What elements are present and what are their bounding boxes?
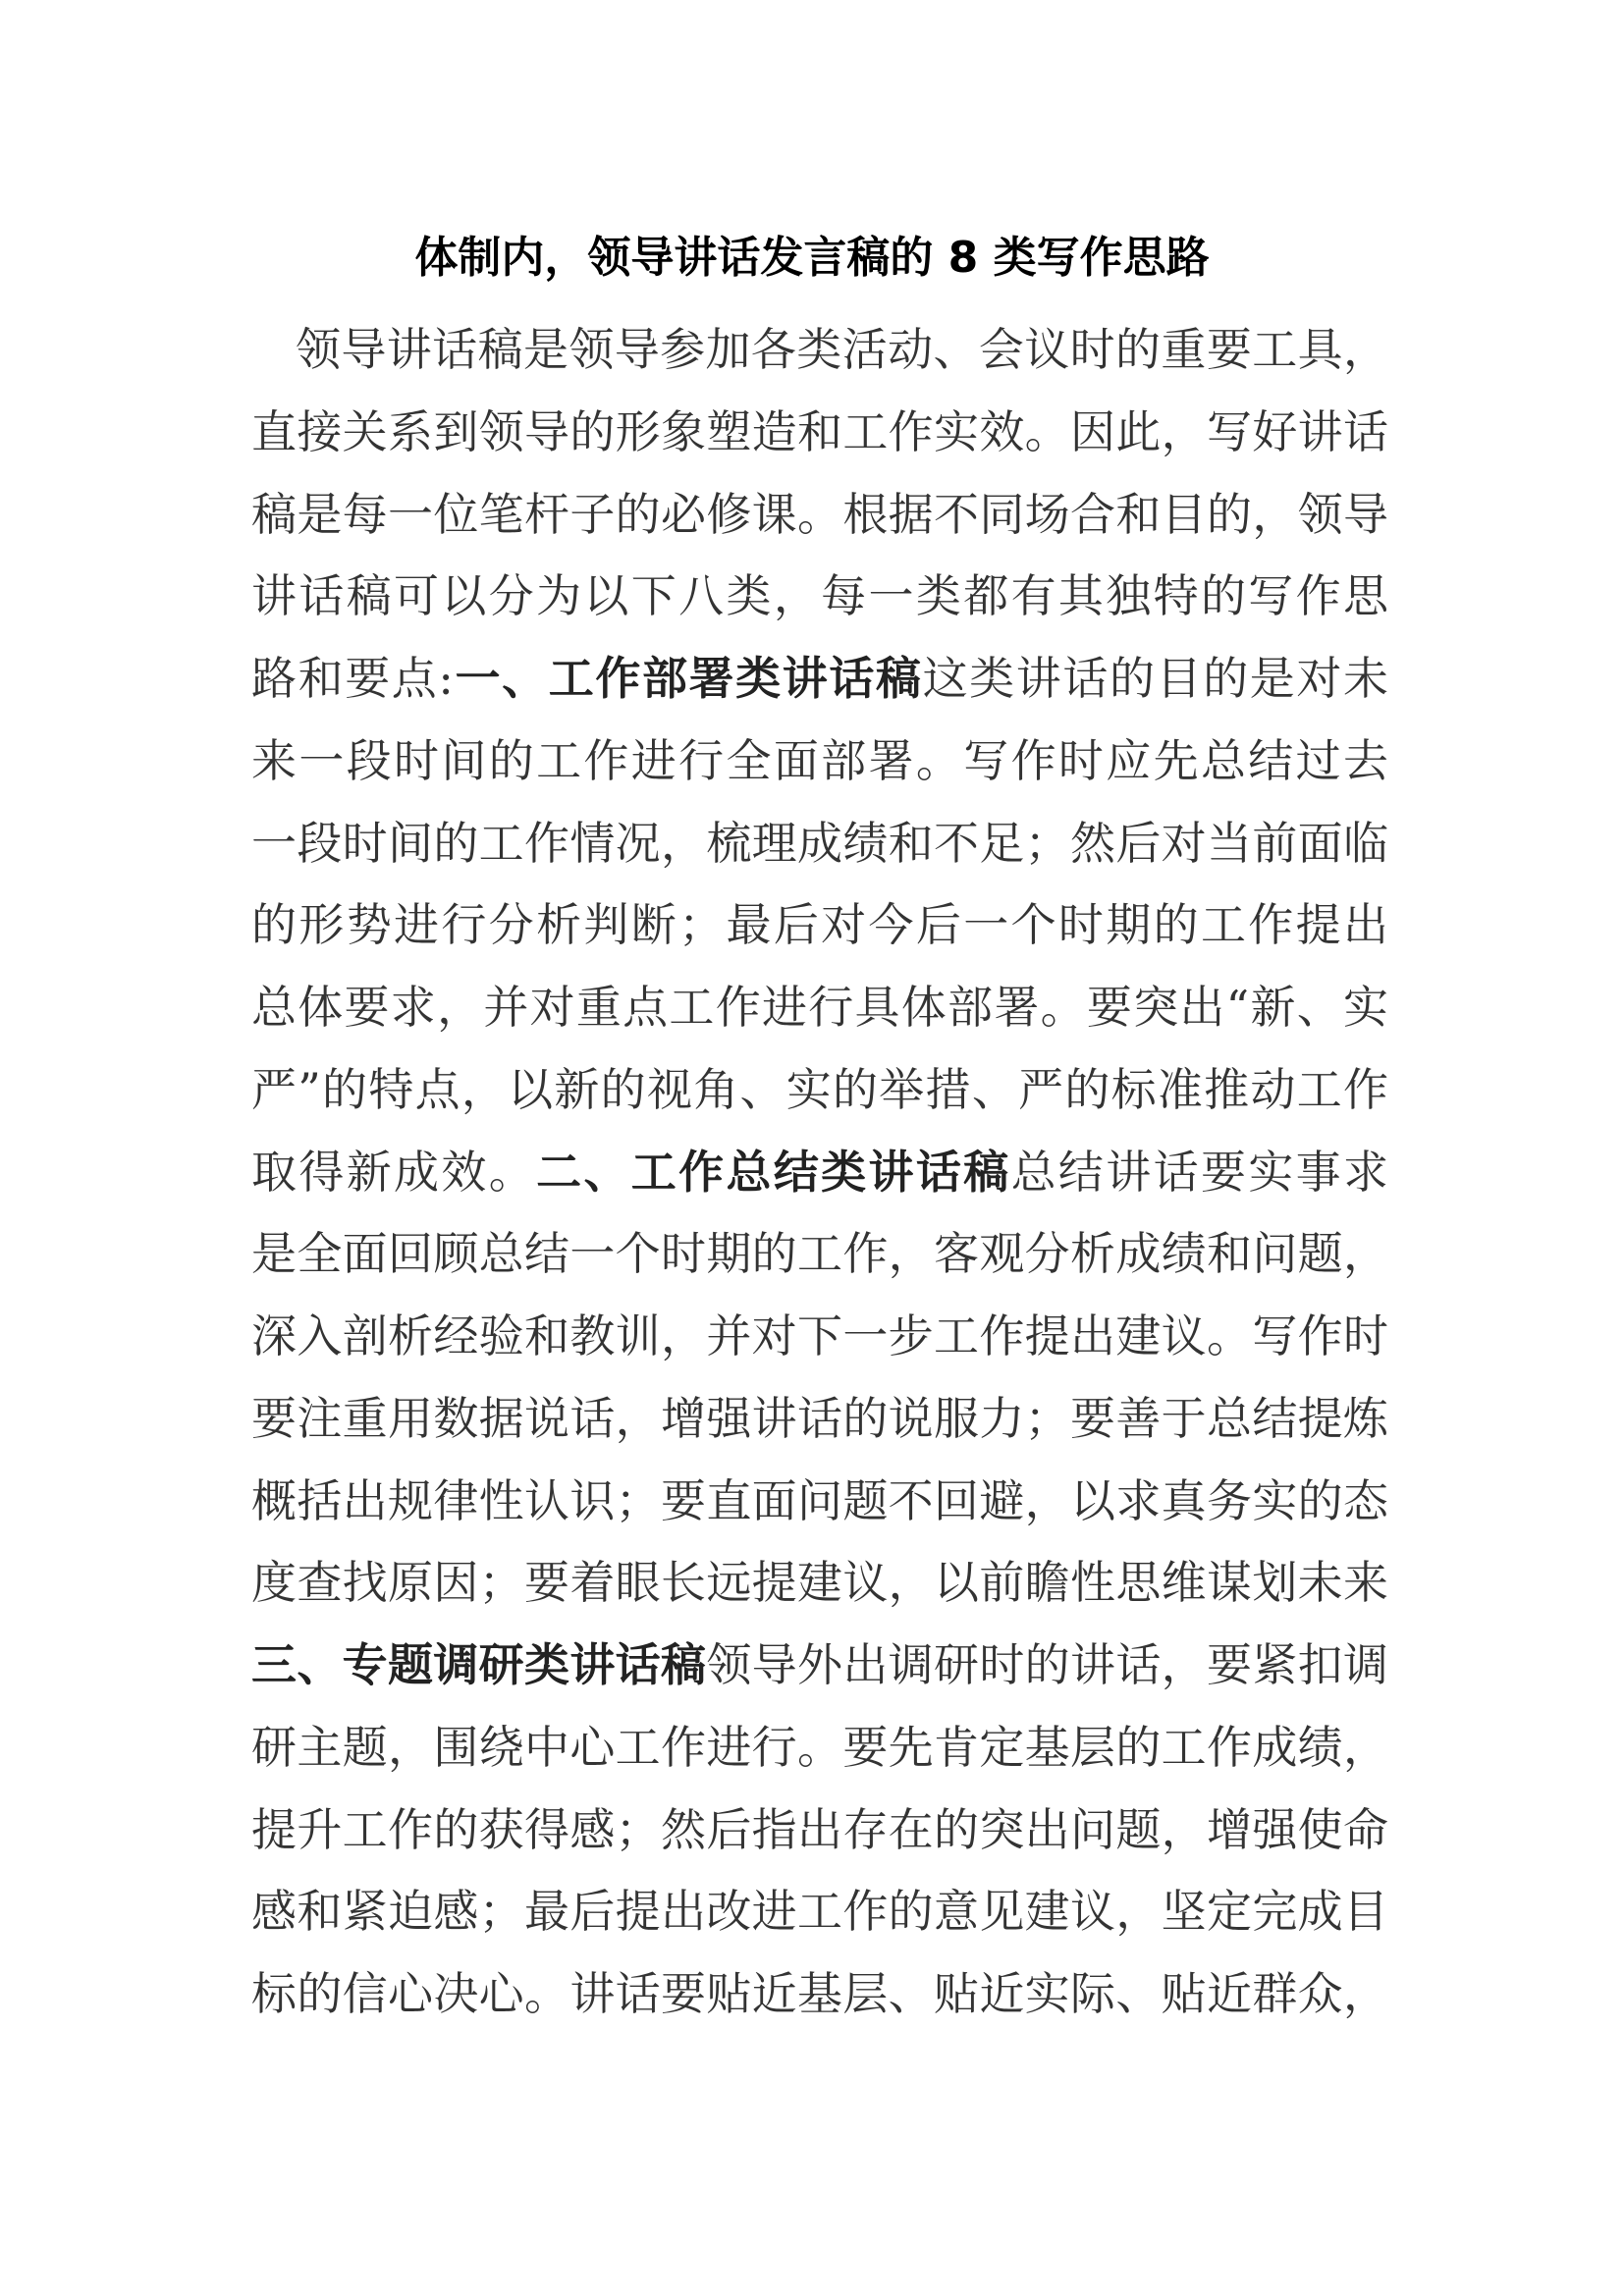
line-text: 度查找原因；要着眼长远提建议，以前瞻性思维谋划未来 (251, 1556, 1388, 1610)
text-line (251, 391, 1388, 473)
text-line (251, 1460, 1388, 1542)
text-line (251, 1541, 1388, 1624)
line-text: 深入剖析经验和教训，并对下一步工作提出建议。写作时 (251, 1309, 1388, 1362)
text-line (296, 308, 1388, 391)
text-line (251, 1706, 1388, 1789)
line-text: 路和要点: (251, 652, 454, 705)
line-text: 领导讲话稿是领导参加各类活动、会议时的重要工具， (296, 323, 1388, 376)
document-title: 体制内，领导讲话发言稿的 8 类写作思路 (414, 233, 1210, 283)
text-line (251, 1212, 1388, 1295)
text-line (251, 1789, 1388, 1871)
line-text: 这类讲话的目的是对未 (922, 652, 1389, 705)
line-text: 要注重用数据说话，增强讲话的说服力；要善于总结提炼 (251, 1391, 1388, 1445)
line-text: 取得新成效。 (251, 1145, 537, 1199)
line-text: 总结讲话要实事求 (1010, 1145, 1389, 1199)
line-text: 总体要求，并对重点工作进行具体部署。要突出“新、实 (251, 981, 1388, 1034)
text-line (251, 802, 1388, 884)
section-heading: 二、工作总结类讲话稿 (536, 1145, 1011, 1199)
text-line (251, 966, 1388, 1048)
line-text: 提升工作的获得感；然后指出存在的突出问题，增强使命 (251, 1802, 1388, 1856)
line-text: 概括出规律性认识；要直面问题不回避，以求真务实的态 (251, 1473, 1388, 1527)
text-line (251, 1377, 1388, 1460)
line-text: 是全面回顾总结一个时期的工作，客观分析成绩和问题， (251, 1227, 1388, 1281)
text-line (251, 1624, 1388, 1706)
line-text: 感和紧迫感；最后提出改进工作的意见建议，坚定完成目 (251, 1885, 1388, 1939)
line-text: 标的信心决心。讲话要贴近基层、贴近实际、贴近群众， (251, 1967, 1388, 2020)
line-text: 严”的特点，以新的视角、实的举措、严的标准推动工作 (251, 1062, 1388, 1116)
line-text: 领导外出调研时的讲话，要紧扣调 (706, 1638, 1389, 1691)
text-line (251, 1048, 1388, 1131)
line-text: 一段时间的工作情况，梳理成绩和不足；然后对当前面临 (251, 816, 1388, 870)
line-text: 讲话稿可以分为以下八类，每一类都有其独特的写作思 (251, 569, 1388, 623)
text-line (251, 1870, 1388, 1952)
line-text: 稿是每一位笔杆子的必修课。根据不同场合和目的，领导 (251, 487, 1388, 541)
line-text: 的形势进行分析判断；最后对今后一个时期的工作提出 (251, 898, 1388, 952)
text-line (251, 1952, 1388, 2035)
text-line (251, 473, 1388, 556)
text-line (251, 883, 1388, 966)
text-line (251, 720, 1388, 802)
line-text: 研主题，围绕中心工作进行。要先肯定基层的工作成绩， (251, 1720, 1388, 1774)
text-line (251, 637, 1388, 720)
text-line (251, 1131, 1388, 1213)
section-heading: 三、专题调研类讲话稿 (251, 1638, 707, 1691)
text-line (251, 1295, 1388, 1377)
line-text: 来一段时间的工作进行全面部署。写作时应先总结过去 (251, 733, 1388, 787)
line-text: 直接关系到领导的形象塑造和工作实效。因此，写好讲话 (251, 404, 1388, 458)
section-heading: 一、工作部署类讲话稿 (453, 652, 923, 705)
text-line (251, 555, 1388, 637)
